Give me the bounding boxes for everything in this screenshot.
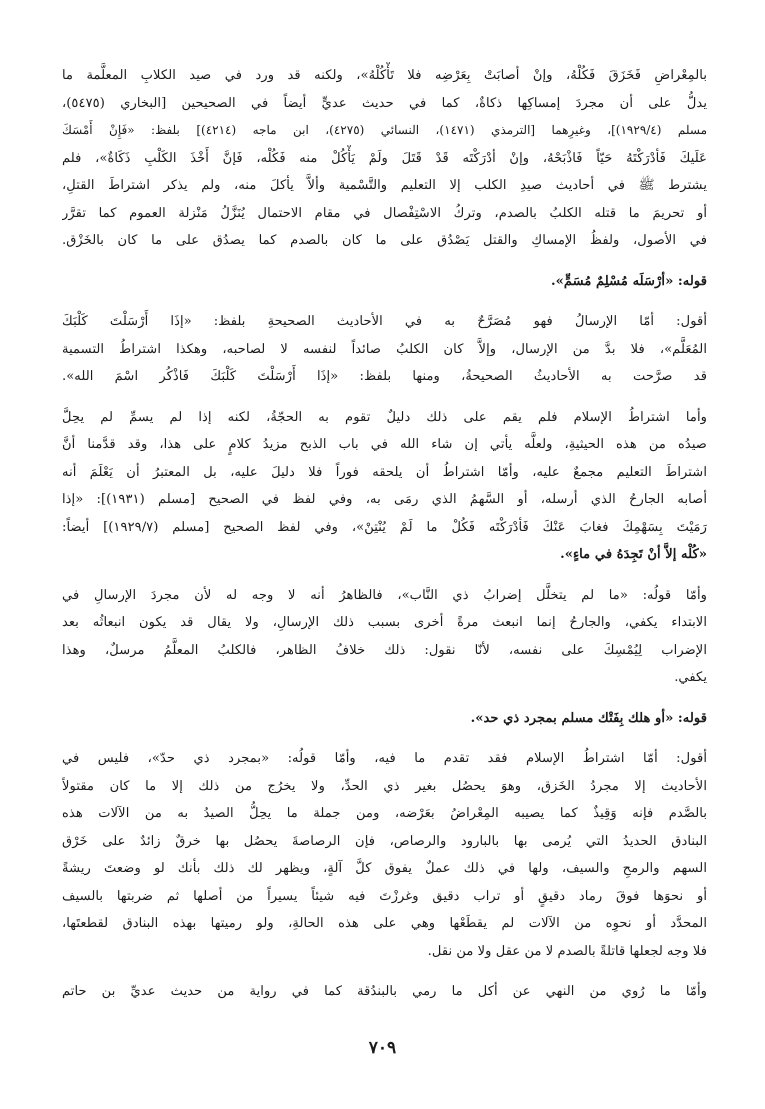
paragraph-5 (62, 745, 707, 965)
text-line: رَمَيْتَ بِسَهْمِكَ فغابَ عَنْكَ فَأدْرَكْتَه فَكُلْ ما لَمْ يُنْتِنْ»، وفي لفظ الصحيح [مسلم (١٩٢٩/٧)] أيضاً: (62, 519, 707, 535)
paragraph-2 (62, 308, 707, 391)
text-line: السهم والرمحِ والسيف، ولها في ذلك عملٌ يفوق كلَّ آلةٍ، ويظهر لك ذلك بأنك لو وضعتَ ريشةً (62, 861, 707, 876)
paragraph-4 (62, 582, 707, 692)
text-line: أقول: أمّا الإرسالُ فهو مُصَرَّحٌ به في الأحاديث الصحيحةِ بلفظ: «إذَا أَرْسَلْتَ كَلْبَكَ (62, 314, 707, 329)
text-line: أو تحريمَ ما قتله الكلبُ بالصدم، وتركُ الاسْتِفْصال في مقام الاحتمال يُنَزَّلُ مَنْزلة العموم كما تقرَّر (62, 205, 707, 221)
text-line: أو نحوَها فوقَ رماد دقيقٍ أو تراب دقيق وغرزْتَ فيه شيئاً يسيراً من أصلها ثم ضربتها بالسيف (62, 888, 707, 904)
heading-qawluhu-2 (62, 705, 707, 733)
section-heading: قوله: «أرْسَلَه مُسْلِمٌ مُسَمٍّ». (550, 273, 707, 289)
text-line: اشتراطَ التعليم مجمعٌ عليه، وأمّا اشتراطُ أن يلحقه فوراً فلا دليلَ عليه، بل المعتبرُ أن يَعْلَمَ أنه (62, 464, 707, 480)
text-line: المحدَّد أو نحوِه من الآلات لم يقطَعْها وهي على هذه الحالةِ، ولو رميتها بهذه البنادق لقطعتَها، (62, 916, 707, 931)
text-line: فلا وجه لجعلها قاتلةً بالصدم لا من عقل ولا من نقل. (427, 943, 707, 959)
text-line: أصابه الجارحُ الذي أرسله، أو السَّهمُ الذي رمَى به، وفي لفظ في الصحيح [مسلم (١٩٣١)]: «إذا (62, 492, 707, 507)
heading-qawluhu-1 (62, 268, 707, 296)
paragraph-6 (62, 978, 707, 1006)
text-line: بالصَّدم فإنه وَقِيذٌ كما يصيبه المِعْراضُ بعَرْضه، ومن جملة ما يحِلُّ الصيدُ به من الآلات هذه (62, 806, 707, 821)
section-heading: قوله: «أو هلك بِفَتْك مسلم بمجرد ذي حد». (470, 710, 707, 726)
text-line: «كُلْه إلاَّ أنْ تَجِدَهُ في ماءٍ». (560, 547, 707, 562)
text-line: صيدُه من هذه الحيثيةِ، ولعلَّه يأتي إن شاء الله في باب الذبح مزيدُ كلامٍ على هذا، وقد قدَّمنا أنَّ (62, 437, 707, 452)
text-line: بالمِعْراضِ فَخَزَقَ فَكُلْهُ، وإنْ أصابَتْ بِعَرْضِه فلا تَأْكُلْهُ»، ولكنه قد ورد في صيد الكلابِ المعلَّمة ما (62, 68, 707, 83)
text-line: أقول: أمّا اشتراطُ الإسلام فقد تقدم ما فيه، وأمّا قولُه: «بمجرد ذي حدّ»، فليس في (62, 751, 707, 766)
text-line: عَلَيكَ فَأدْرَكْتَهُ حَيّاً فَاذْبَحْهُ، وإنْ أدْرَكْتَه قَدْ قَتَلَ ولَمْ يَأْكُلْ منه فَكُلْه، فَإنَّ أَخْذَ الكَلْبِ ذَكَاةٌ»، فلم (62, 150, 707, 166)
text-line: الإضراب لِيُمْسِكَ على نفسه، لأنّا نقول: ذلك خلافُ الظاهر، فالكلبُ المعلَّمُ مرسلٌ، وهذا (62, 642, 707, 658)
text-line: الابتداء يكفي، والجارحُ إنما انبعث مرةً أخرى بسبب ذلك الإرسالِ، ولا يقال قد يكون انبعاثُه بعد (62, 615, 707, 630)
page-body (62, 62, 707, 1109)
text-line: المُعَلَّم»، فلا بدَّ من الإرسال، وإلاَّ كان الكلبُ صائداً لنفسه لا لصاحبه، وهكذا اشتراطُ التسمية (62, 341, 707, 357)
text-line: مسلم (١٩٢٩/٤)]، وغيرِهما [الترمذي (١٤٧١)، النسائي (٤٢٧٥)، ابن ماجه (٤٢١٤)] بلفظ: «فَإِنْ أَمْسَكَ (62, 123, 707, 137)
text-line: وأما اشتراطُ الإسلام فلم يقم على ذلك دليلٌ تقوم به الحجّةُ، لكنه إذا لم يسمِّ لم يحِلَّ (62, 409, 707, 425)
text-line: وأمّا ما رُوي من النهي عن أكل ما رمي بالبندُقة كما في رواية من حديث عديِّ بن حاتم (62, 984, 707, 999)
text-line: وأمّا قولُه: «ما لم يتخلَّل إضرابُ ذي النَّاب»، فالظاهرُ أنه لا وجه له لأن مجردَ الإرسالِ في (62, 587, 707, 603)
page-number: ٧٠٩ (368, 1038, 397, 1058)
text-line: يكفي. (674, 670, 707, 685)
text-line: يشترط ﷺ في أحاديث صيدِ الكلب إلا التعليم والتَّسْمية وألاَّ يأكلَ منه، ولم يذكر اشتراطَ القتلِ، (62, 178, 707, 193)
text-line: الأحاديث إلا مجردُ الخَزق، وهوَ يحصُل بغير ذي الحدِّ، ولا يخرُج من ذلك إلا ما كان مقتولاً (62, 778, 707, 794)
text-line: يدلُّ على أن مجردَ إمساكِها ذكاةٌ، كما في حديث عديٍّ أيضاً في الصحيحين [البخاري (٥٤٧٥)، (62, 95, 707, 111)
text-line: البنادق الحديدُ التي يُرمى بها بالبارود والرصاص، فإن الرصاصةَ يحصُل بها خرقٌ زائدٌ على خَرْق (62, 833, 707, 849)
paragraph-3 (62, 404, 707, 569)
text-line: قد صرَّحت به الأحاديثُ الصحيحةُ، ومنها بلفظ: «إذَا أَرْسَلْتَ كَلْبَكَ فَاذْكُر اسْمَ الله». (62, 369, 707, 384)
text-line: في الأصول، ولفظُ الإمساكِ والقتل يَصْدُق على ما كان بالصدم كما يصدُق على ما كان بالخَزْق. (62, 233, 707, 248)
paragraph-1 (62, 62, 707, 255)
